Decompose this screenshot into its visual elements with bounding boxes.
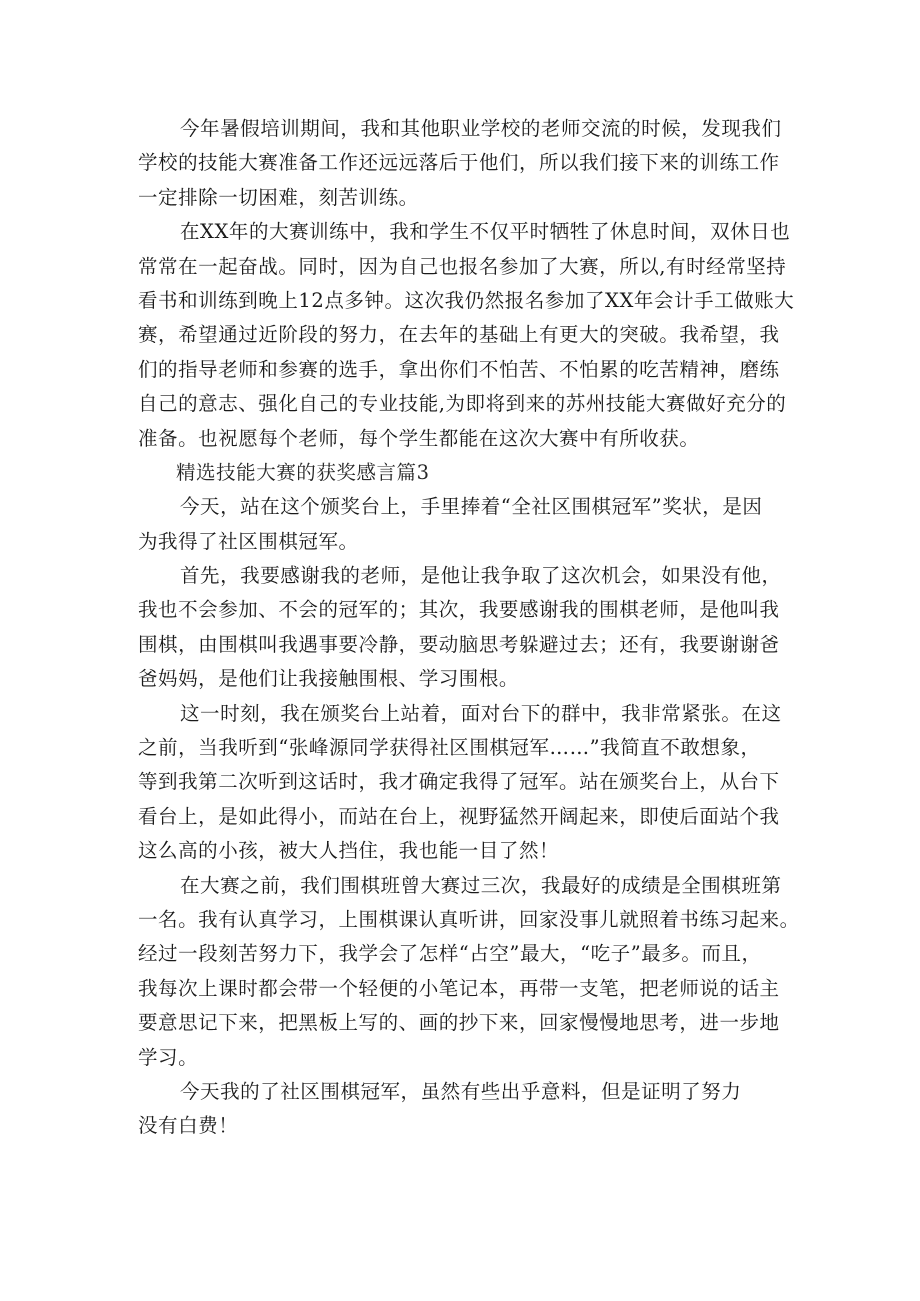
text-line: 自己的意志、强化自己的专业技能,为即将到来的苏州技能大赛做好充分的	[138, 392, 787, 416]
text-line: 等到我第二次听到这话时，我才确定我得了冠军。站在颁奖台上，从台下	[138, 770, 780, 794]
text-line: 经过一段刻苦努力下，我学会了怎样“占空”最大，“吃子”最多。而且，	[138, 942, 762, 966]
text-line: 学校的技能大赛准备工作还远远落后于他们，所以我们接下来的训练工作	[138, 151, 780, 175]
text-line: 们的指导老师和参赛的选手，拿出你们不怕苦、不怕累的吃苦精神，磨练	[138, 357, 780, 381]
text-line: 赛，希望通过近阶段的努力，在去年的基础上有更大的突破。我希望，我	[138, 323, 780, 347]
text-line: 在大赛之前，我们围棋班曾大赛过三次，我最好的成绩是全围棋班第	[180, 873, 782, 897]
paragraph-2	[138, 215, 795, 456]
text-line: 我也不会参加、不会的冠军的；其次，我要感谢我的围棋老师，是他叫我	[138, 598, 780, 622]
heading-text: 精选技能大赛的获奖感言篇3	[176, 460, 430, 484]
text-line: 这么高的小孩，被大人挡住，我也能一目了然！	[138, 839, 560, 863]
text-line: 一定排除一切困难，刻苦训练。	[138, 185, 419, 209]
section-heading	[138, 456, 788, 490]
text-line: 今天，站在这个颁奖台上，手里捧着“全社区围棋冠军”奖状，是因	[180, 495, 763, 519]
paragraph-7	[138, 1075, 788, 1144]
text-line: 为我得了社区围棋冠军。	[138, 529, 359, 553]
text-line: 爸妈妈，是他们让我接触围根、学习围根。	[138, 667, 519, 691]
text-line: 这一时刻，我在颁奖台上站着，面对台下的群中，我非常紧张。在这	[180, 701, 782, 725]
paragraph-3	[138, 490, 788, 559]
text-line: 看书和训练到晚上12点多钟。这次我仍然报名参加了XX年会计手工做账大	[138, 288, 795, 312]
text-line: 看台上，是如此得小，而站在台上，视野猛然开阔起来，即使后面站个我	[138, 804, 780, 828]
text-line: 之前，当我听到“张峰源同学获得社区围棋冠军……”我简直不敢想象，	[138, 736, 761, 760]
text-line: 我每次上课时都会带一个轻便的小笔记本，再带一支笔，把老师说的话主	[138, 976, 780, 1000]
text-line: 要意思记下来，把黑板上写的、画的抄下来，回家慢慢地思考，进一步地	[138, 1011, 780, 1035]
text-line: 一名。我有认真学习，上围棋课认真听讲，回家没事儿就照着书练习起来。	[138, 907, 800, 931]
text-line: 今天我的了社区围棋冠军，虽然有些出乎意料，但是证明了努力	[180, 1079, 742, 1103]
document-body	[138, 112, 800, 1144]
text-line: 今年暑假培训期间，我和其他职业学校的老师交流的时候，发现我们	[180, 117, 782, 140]
text-line: 在XX年的大赛训练中，我和学生不仅平时牺牲了休息时间，双休日也	[180, 220, 791, 244]
paragraph-1	[138, 112, 788, 215]
text-line: 学习。	[138, 1045, 199, 1069]
text-line: 首先，我要感谢我的老师，是他让我争取了这次机会，如果没有他，	[180, 564, 782, 588]
paragraph-5	[138, 697, 788, 869]
text-line: 没有白费！	[138, 1114, 239, 1138]
paragraph-6	[138, 869, 800, 1075]
text-line: 常常在一起奋战。同时，因为自己也报名参加了大赛，所以,有时经常坚持	[138, 254, 787, 278]
paragraph-4	[138, 559, 788, 697]
text-line: 准备。也祝愿每个老师，每个学生都能在这次大赛中有所收获。	[138, 426, 700, 450]
text-line: 围棋，由围棋叫我遇事要冷静，要动脑思考躲避过去；还有，我要谢谢爸	[138, 632, 780, 656]
